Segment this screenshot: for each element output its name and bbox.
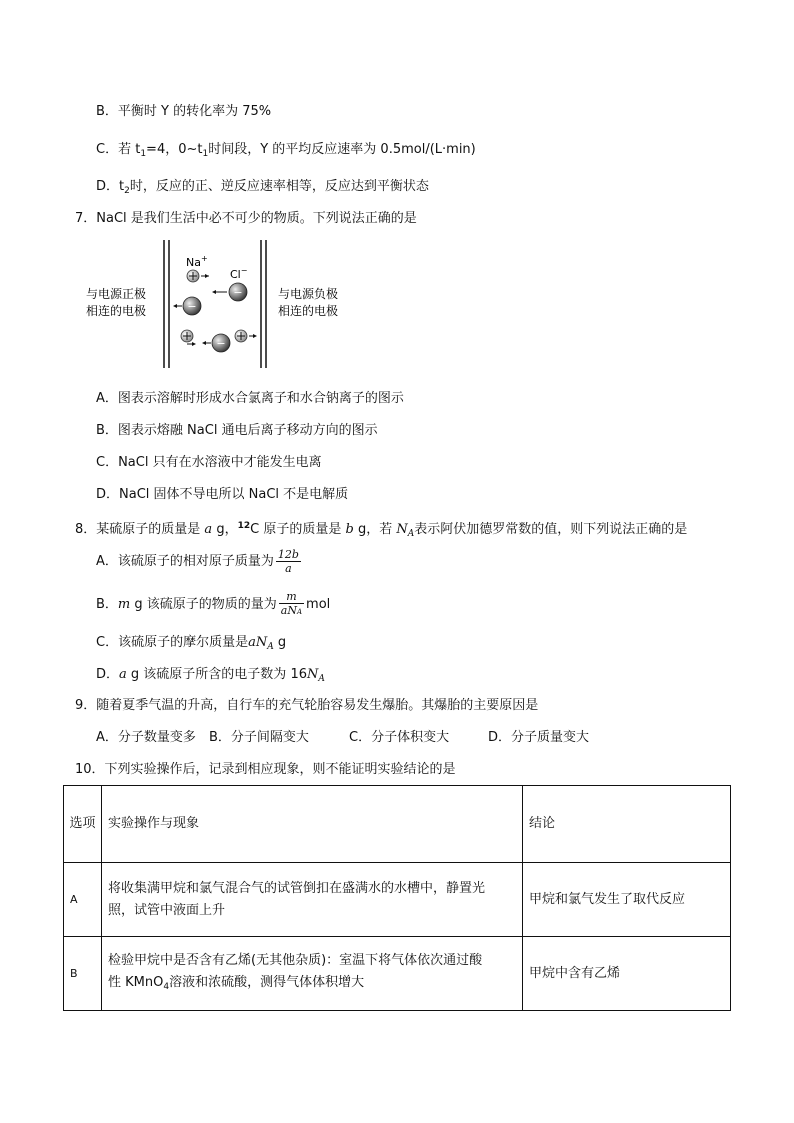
q10-stem: 10．下列实验操作后，记录到相应现象，则不能证明实验结论的是	[75, 762, 456, 777]
negative-electrode	[261, 240, 266, 368]
q6-option-b: B．平衡时 Y 的转化率为 75%	[96, 104, 272, 119]
header-option: 选项	[64, 786, 102, 863]
q7-option-c: C．NaCl 只有在水溶液中才能发生电离	[96, 455, 322, 470]
table-row	[64, 863, 731, 937]
q6-option-c: C．若 $t_1=4$，$0\sim t_1$时间段，Y 的平均反应速率为 0.5mol/(L·min)	[96, 142, 476, 159]
row-conclusion: 甲烷和氯气发生了取代反应	[523, 863, 731, 937]
table-row	[64, 937, 731, 1011]
fraction-12b-over-a: $\frac{12b}{a}$	[277, 548, 299, 575]
q8-option-a: A．该硫原子的相对原子质量为 $\frac{12b}{a}$	[96, 548, 299, 575]
q9-option-c: C．分子体积变大	[349, 730, 450, 745]
header-operation: 实验操作与现象	[102, 786, 523, 863]
q7-option-b: B．图表示熔融 NaCl 通电后离子移动方向的图示	[96, 423, 378, 438]
q9-option-a: A．分子数量变多	[96, 730, 196, 745]
svg-text:−: −	[216, 337, 226, 350]
q7-option-d: D．NaCl 固体不导电所以 NaCl 不是电解质	[96, 487, 349, 502]
q8-option-d: D．a g 该硫原子所含的电子数为 $16N_A$	[96, 667, 325, 684]
na-ion-bottom-right	[235, 330, 257, 342]
q8-option-b: B．m g 该硫原子的物质的量为 $\frac{m}{\text{aNA}}$ mol	[96, 590, 331, 617]
cl-ion-label: Cl−	[230, 266, 248, 281]
q9-option-b: B．分子间隔变大	[209, 730, 309, 745]
left-electrode-label-2: 相连的电极	[86, 304, 147, 318]
header-conclusion: 结论	[523, 786, 731, 863]
q9-stem: 9．随着夏季气温的升高，自行车的充气轮胎容易发生爆胎。其爆胎的主要原因是	[75, 698, 539, 713]
na-ion-top	[187, 270, 209, 282]
fraction-m-over-aNA: $\frac{m}{\text{aNA}}$	[280, 590, 303, 617]
positive-electrode	[164, 240, 169, 368]
q6-option-d: D．$t_2$时，反应的正、逆反应速率相等，反应达到平衡状态	[96, 179, 429, 196]
na-ion-bottom-left	[181, 330, 196, 346]
na-ion-label: Na+	[186, 254, 208, 269]
row-conclusion: 甲烷中含有乙烯	[523, 937, 731, 1011]
cl-ion-middle	[173, 297, 201, 315]
experiment-table	[63, 785, 731, 1011]
row-option: B	[64, 937, 102, 1011]
row-operation: 检验甲烷中是否含有乙烯(无其他杂质)：室温下将气体依次通过酸 性 KMnO$_4$溶液和浓硫酸，测得气体体积增大	[102, 937, 523, 1011]
left-electrode-label-1: 与电源正极	[86, 287, 147, 301]
row-option: A	[64, 863, 102, 937]
cl-ion-bottom	[202, 334, 230, 352]
q7-stem: 7．NaCl 是我们生活中必不可少的物质。下列说法正确的是	[75, 211, 417, 226]
row-operation: 将收集满甲烷和氯气混合气的试管倒扣在盛满水的水槽中，静置光 照，试管中液面上升	[102, 863, 523, 937]
q8-stem: 8．某硫原子的质量是 a g，$^{12}$C 原子的质量是 b g，若 $N_A$表示阿伏加德罗常数的值，则下列说法正确的是	[75, 521, 688, 539]
cl-ion-upper	[212, 283, 247, 301]
q8-option-c: C．该硫原子的摩尔质量是$aN_A$ g	[96, 635, 287, 652]
right-electrode-label-2: 相连的电极	[278, 304, 339, 318]
table-header-row	[64, 786, 731, 863]
electrolysis-diagram	[84, 236, 364, 376]
svg-text:−: −	[187, 300, 197, 313]
right-electrode-label-1: 与电源负极	[278, 287, 339, 301]
q9-option-d: D．分子质量变大	[488, 730, 590, 745]
q7-option-a: A．图表示溶解时形成水合氯离子和水合钠离子的图示	[96, 391, 404, 406]
svg-text:−: −	[233, 286, 243, 299]
